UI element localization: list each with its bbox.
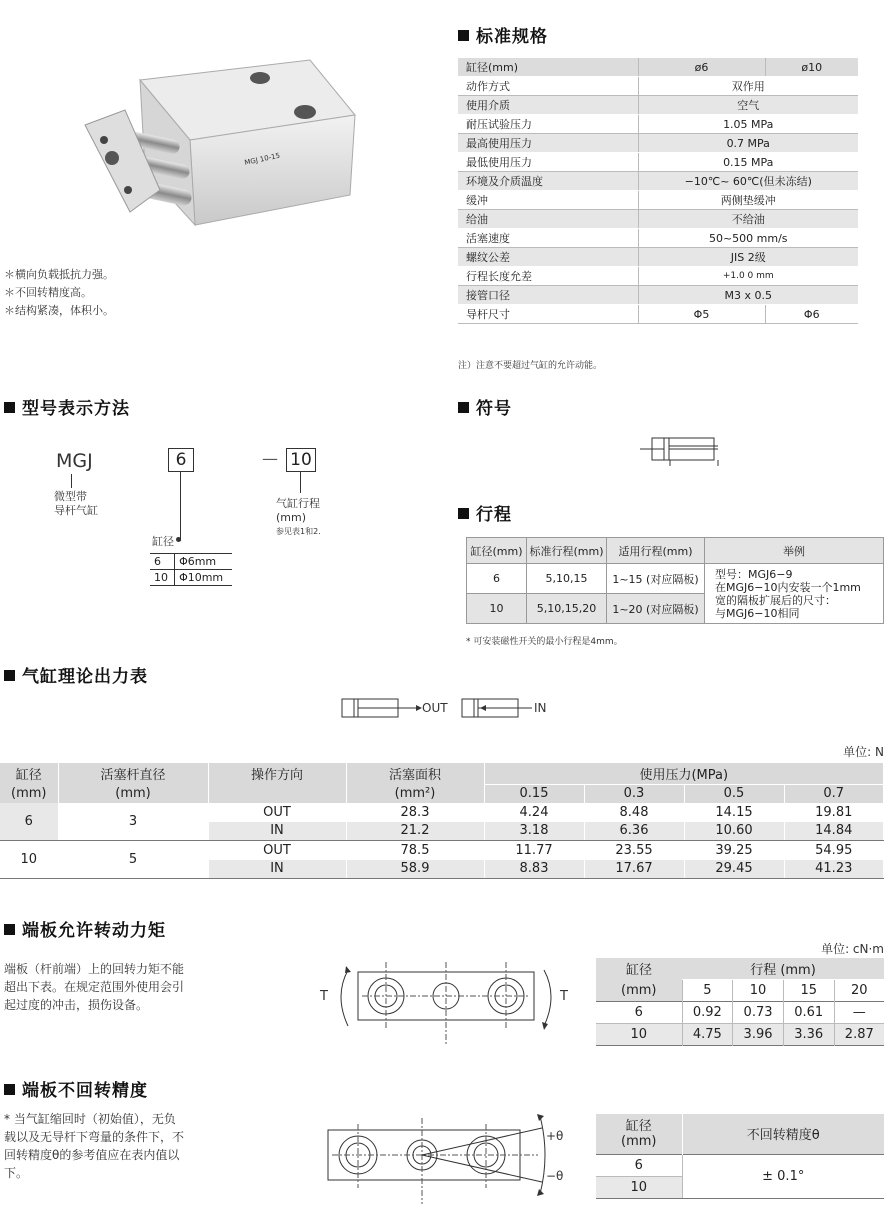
spec-table <box>458 58 858 324</box>
model-code-desc: 微型带 导杆气缸 <box>54 490 98 517</box>
force-unit: 单位: N <box>843 745 884 759</box>
feature-item: ＊横向负载抵抗力强。 <box>4 268 114 281</box>
table-row: 接管口径 M3 x 0.5 <box>458 286 858 305</box>
symbol-section-title: 符号 <box>458 394 512 419</box>
table-row: 10 4.75 3.96 3.36 2.87 <box>596 1024 884 1046</box>
torque-unit: 单位: cN·m <box>821 942 884 956</box>
svg-text:−θ: −θ <box>546 1169 564 1183</box>
table-row: 10 Φ10mm <box>150 570 232 586</box>
feature-item: ＊不回转精度高。 <box>4 286 92 299</box>
model-section-title: 型号表示方法 <box>4 394 130 419</box>
feature-list <box>4 266 114 320</box>
spec-section-title: 标准规格 <box>458 22 548 47</box>
stroke-note: * 可安装磁性开关的最小行程是4mm。 <box>466 637 623 647</box>
table-row: 给油 不给油 <box>458 210 858 229</box>
accuracy-text: * 当气缸缩回时（初始值），无负 载以及无导杆下弯量的条件下，不 回转精度θ的参考值应在表内值以 下。 <box>4 1112 185 1180</box>
model-code: MGJ <box>56 450 93 472</box>
table-row: 6 ± 0.1° <box>596 1154 884 1176</box>
table-row: 动作方式 双作用 <box>458 77 858 96</box>
table-row: 缓冲 两侧垫缓冲 <box>458 191 858 210</box>
table-row: 使用介质 空气 <box>458 96 858 115</box>
table-row: (mm) (mm) (mm²) 0.15 0.3 0.5 0.7 <box>0 785 884 803</box>
table-row: 耐压试验压力 1.05 MPa <box>458 115 858 134</box>
table-row: IN 21.2 3.18 6.36 10.60 14.84 <box>0 822 884 841</box>
torque-text: 端板（杆前端）上的回转力矩不能 超出下表。在规定范围外使用会引 起过度的冲击，损伤设备。 <box>4 962 185 1012</box>
accuracy-section-title: 端板不回转精度 <box>4 1076 148 1101</box>
svg-text:T: T <box>320 989 328 1004</box>
table-row: 最高使用压力 0.7 MPa <box>458 134 858 153</box>
torque-table <box>596 958 884 1046</box>
bore-box: 6 <box>168 448 194 472</box>
cylinder-symbol <box>640 432 730 468</box>
table-row: 6 3 OUT 28.3 4.24 8.48 14.15 19.81 <box>0 803 884 822</box>
table-row: 6 Φ6mm <box>150 554 232 570</box>
table-row: 缸径(mm) ø6 ø10 <box>458 58 858 77</box>
table-row: 10 <box>596 1176 884 1198</box>
svg-text:T: T <box>560 989 568 1004</box>
svg-text:+θ: +θ <box>546 1129 564 1143</box>
table-row: 缸径 (mm) 不回转精度θ <box>596 1114 884 1154</box>
stroke-desc: 气缸行程 (mm) 参见表1和2. <box>276 497 321 536</box>
force-table <box>0 763 884 879</box>
accuracy-table <box>596 1114 884 1199</box>
in-label: IN <box>534 701 547 715</box>
table-row: 环境及介质温度 −10℃~ 60℃(但未冻结) <box>458 172 858 191</box>
bore-label: 缸径 <box>152 535 174 548</box>
torque-section-title: 端板允许转动力矩 <box>4 916 166 941</box>
product-image <box>60 40 370 250</box>
table-row: 6 5,10,15 1~15 (对应隔板) 型号：MGJ6−9 在MGJ6−10内安装一个1mm 宽的隔板扩展后的尺寸： 与MGJ6−10相同 <box>467 564 884 594</box>
table-row: 缸径 行程 (mm) <box>596 958 884 980</box>
table-row: 10 5 OUT 78.5 11.77 23.55 39.25 54.95 <box>0 841 884 860</box>
table-row: 缸径 活塞杆直径 操作方向 活塞面积 使用压力(MPa) <box>0 763 884 785</box>
table-row: 缸径(mm) 标准行程(mm) 适用行程(mm) 举例 <box>467 538 884 564</box>
direction-diagram <box>340 696 580 722</box>
table-row: 行程长度允差 +1.0 0 mm <box>458 267 858 286</box>
feature-item: ＊结构紧凑，体积小。 <box>4 304 114 317</box>
table-row: (mm) 5 10 15 20 <box>596 980 884 1002</box>
out-label: OUT <box>422 701 448 715</box>
end-plate-torque-diagram <box>318 958 578 1048</box>
product-label: MGJ 10-15 <box>243 151 281 167</box>
stroke-box: 10 <box>286 448 316 472</box>
end-plate-accuracy-diagram <box>318 1108 578 1208</box>
table-row: 10 5,10,15,20 1~20 (对应隔板) <box>467 594 884 624</box>
bore-table <box>150 553 232 586</box>
stroke-table <box>466 537 884 624</box>
table-row: 导杆尺寸 Φ5 Φ6 <box>458 305 858 324</box>
table-row: 活塞速度 50~500 mm/s <box>458 229 858 248</box>
spec-note: 注）注意不要超过气缸的允许动能。 <box>458 361 603 371</box>
table-row: 6 0.92 0.73 0.61 — <box>596 1002 884 1024</box>
force-section-title: 气缸理论出力表 <box>4 662 148 687</box>
table-row: 螺纹公差 JIS 2级 <box>458 248 858 267</box>
table-row: IN 58.9 8.83 17.67 29.45 41.23 <box>0 860 884 879</box>
stroke-section-title: 行程 <box>458 500 512 525</box>
model-dash: — <box>262 449 278 468</box>
table-row: 最低使用压力 0.15 MPa <box>458 153 858 172</box>
